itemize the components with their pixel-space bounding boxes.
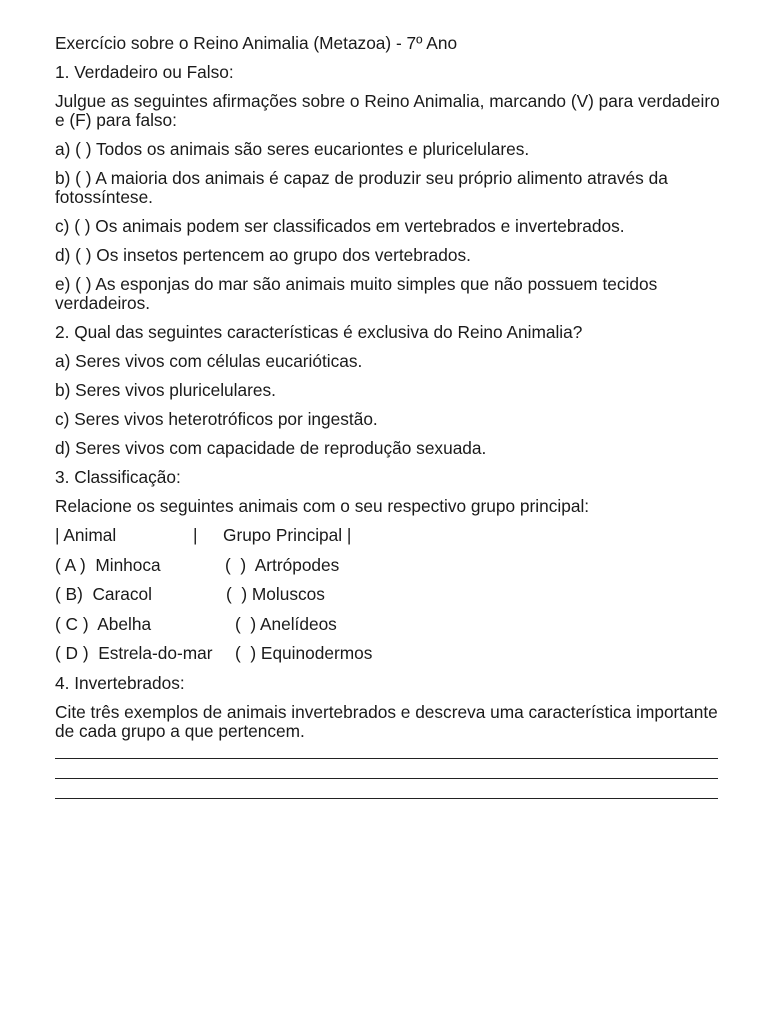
worksheet-title: Exercício sobre o Reino Animalia (Metazoa) - 7º Ano — [55, 33, 458, 53]
question-3-instruction: Relacione os seguintes animais com o seu respectivo grupo principal: — [55, 496, 590, 516]
classification-animal-c: ( C ) Abelha — [55, 613, 152, 634]
worksheet-page — [55, 33, 725, 799]
classification-row-c — [55, 615, 720, 634]
question-4-instruction: Cite três exemplos de animais invertebrados e descreva uma característica importante de cada grupo a que pertencem. — [55, 701, 723, 741]
question-2-heading: 2. Qual das seguintes características é exclusiva do Reino Animalia? — [55, 322, 583, 342]
question-1-item-e: e) ( ) As esponjas do mar são animais muito simples que não possuem tecidos verdadeiros. — [55, 274, 663, 313]
classification-row-b — [55, 585, 720, 604]
classification-group-c: ( ) Anelídeos — [235, 613, 337, 634]
classification-header-row — [55, 526, 720, 545]
classification-animal-a: ( A ) Minhoca — [55, 554, 161, 575]
answer-line-3 — [55, 798, 718, 799]
answer-line-2 — [55, 778, 718, 779]
question-2-option-d: d) Seres vivos com capacidade de reprodução sexuada. — [55, 438, 487, 458]
answer-line-1 — [55, 758, 718, 759]
question-1-item-d: d) ( ) Os insetos pertencem ao grupo dos vertebrados. — [55, 245, 471, 265]
classification-row-a — [55, 556, 720, 575]
question-1-instruction: Julgue as seguintes afirmações sobre o Reino Animalia, marcando (V) para verdadeiro e (F) para falso: — [55, 91, 725, 130]
question-2-option-a: a) Seres vivos com células eucarióticas. — [55, 351, 363, 371]
classification-header-divider: | — [193, 525, 198, 545]
question-3-heading: 3. Classificação: — [55, 467, 181, 487]
classification-animal-b: ( B) Caracol — [55, 584, 152, 604]
classification-group-d: ( ) Equinodermos — [235, 643, 373, 663]
question-1-heading: 1. Verdadeiro ou Falso: — [55, 62, 234, 82]
classification-header-animal: | Animal — [55, 525, 117, 545]
classification-row-d — [55, 644, 720, 663]
question-2-option-c: c) Seres vivos heterotróficos por ingestão. — [55, 409, 378, 429]
question-2-option-b: b) Seres vivos pluricelulares. — [55, 380, 276, 400]
question-4-heading: 4. Invertebrados: — [55, 672, 185, 693]
question-1-item-b: b) ( ) A maioria dos animais é capaz de produzir seu próprio alimento através da fotossíntese. — [55, 168, 673, 207]
classification-group-a: ( ) Artrópodes — [225, 554, 340, 575]
classification-group-b: ( ) Moluscos — [226, 584, 325, 604]
classification-header-group: Grupo Principal | — [223, 525, 352, 545]
question-1-item-a: a) ( ) Todos os animais são seres eucariontes e pluricelulares. — [55, 139, 530, 159]
question-1-item-c: c) ( ) Os animais podem ser classificados em vertebrados e invertebrados. — [55, 216, 625, 236]
classification-animal-d: ( D ) Estrela-do-mar — [55, 643, 213, 663]
